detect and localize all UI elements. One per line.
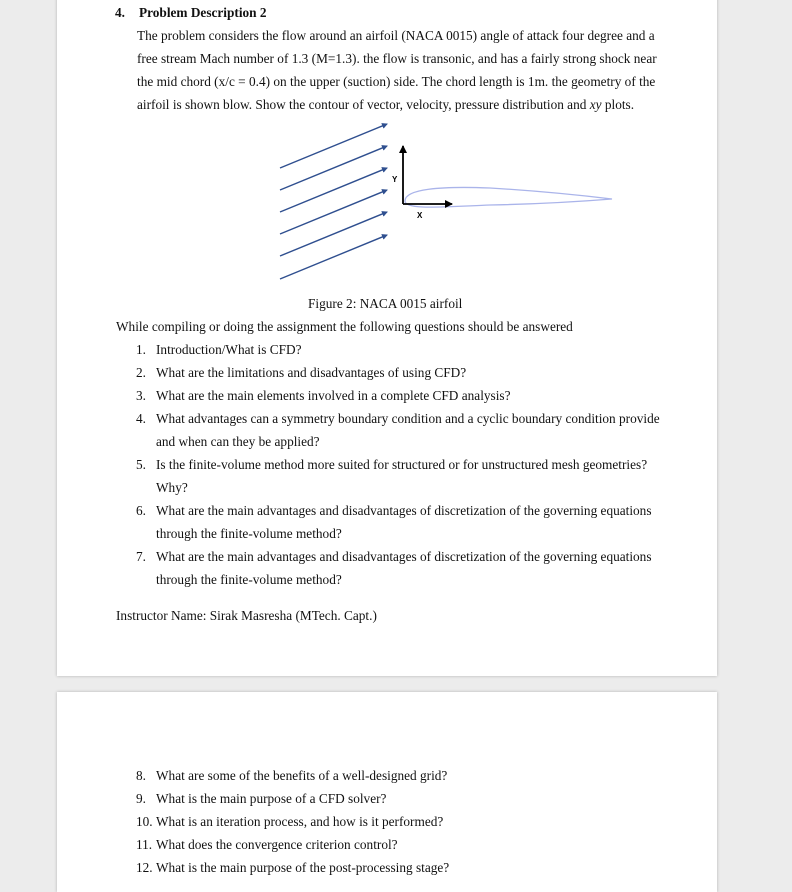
question-text: What is an iteration process, and how is it performed? <box>156 814 444 829</box>
document-page-2 <box>57 692 717 892</box>
flow-lines <box>280 124 387 279</box>
question-number: 11. <box>136 837 153 852</box>
question-number: 5. <box>136 457 146 472</box>
question-number: 1. <box>136 342 146 357</box>
figure-caption: Figure 2: NACA 0015 airfoil <box>308 296 463 311</box>
x-axis-label: X <box>417 211 423 220</box>
xy-italic: xy <box>589 97 602 112</box>
question-text-continued: through the finite-volume method? <box>156 572 342 587</box>
question-text: What does the convergence criterion control? <box>156 837 398 852</box>
question-text: What are the main advantages and disadvantages of discretization of the governing equations <box>156 503 652 518</box>
problem-paragraph-line: airfoil is shown blow. Show the contour of vector, velocity, pressure distribution and xy plots. <box>137 97 635 112</box>
problem-paragraph-line: The problem considers the flow around an airfoil (NACA 0015) angle of attack four degree and a <box>137 28 655 43</box>
question-text: What advantages can a symmetry boundary condition and a cyclic boundary condition provide <box>156 411 660 426</box>
document-page-1 <box>57 0 717 676</box>
question-number: 4. <box>136 411 146 426</box>
question-text-continued: and when can they be applied? <box>156 434 320 449</box>
question-text: What are the main elements involved in a complete CFD analysis? <box>156 388 511 403</box>
question-number: 10. <box>136 814 153 829</box>
question-number: 9. <box>136 791 146 806</box>
airfoil-figure <box>272 116 617 286</box>
flow-arrow <box>280 212 387 256</box>
flow-arrow <box>280 168 387 212</box>
question-number: 2. <box>136 365 146 380</box>
flow-arrow <box>280 235 387 279</box>
question-number: 8. <box>136 768 146 783</box>
y-axis-label: Y <box>392 175 398 184</box>
question-text: What is the main purpose of the post-processing stage? <box>156 860 450 875</box>
question-text-continued: through the finite-volume method? <box>156 526 342 541</box>
question-number: 3. <box>136 388 146 403</box>
question-text-continued: Why? <box>156 480 188 495</box>
problem-paragraph-line: the mid chord (x/c = 0.4) on the upper (suction) side. The chord length is 1m. the geometry of the <box>137 74 656 89</box>
question-number: 12. <box>136 860 153 875</box>
problem-number: 4. <box>115 5 125 20</box>
problem-heading: Problem Description 2 <box>139 5 267 20</box>
question-number: 7. <box>136 549 146 564</box>
question-text: Is the finite-volume method more suited for structured or for unstructured mesh geometries? <box>156 457 648 472</box>
flow-arrow <box>280 124 387 168</box>
flow-arrow <box>280 190 387 234</box>
question-text: What are the limitations and disadvantages of using CFD? <box>156 365 467 380</box>
question-number: 6. <box>136 503 146 518</box>
question-text: What are some of the benefits of a well-designed grid? <box>156 768 448 783</box>
flow-arrow <box>280 146 387 190</box>
questions-intro: While compiling or doing the assignment the following questions should be answered <box>116 319 573 334</box>
problem-paragraph-line: free stream Mach number of 1.3 (M=1.3). the flow is transonic, and has a fairly strong shock near <box>137 51 657 66</box>
question-text: What are the main advantages and disadvantages of discretization of the governing equations <box>156 549 652 564</box>
question-text: What is the main purpose of a CFD solver? <box>156 791 387 806</box>
question-text: Introduction/What is CFD? <box>156 342 302 357</box>
instructor-name: Instructor Name: Sirak Masresha (MTech. Capt.) <box>116 608 377 623</box>
